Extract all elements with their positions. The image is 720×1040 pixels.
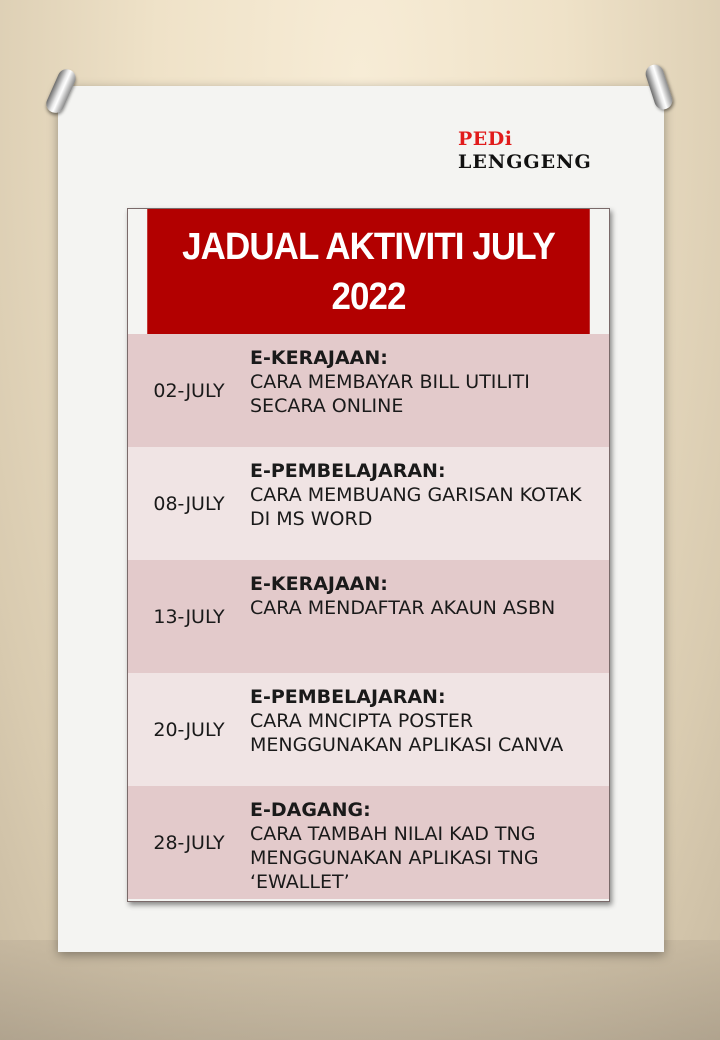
schedule-title: JADUAL AKTIVITI JULY: [182, 225, 555, 268]
row-category: E-DAGANG:: [250, 799, 371, 821]
row-description: CARA MNCIPTA POSTER MENGGUNAKAN APLIKASI CANVA: [250, 710, 564, 756]
wall-shadow: [0, 940, 720, 1040]
row-date: 20-JULY: [153, 718, 225, 741]
row-date: 08-JULY: [153, 492, 225, 515]
row-date: 28-JULY: [153, 831, 225, 854]
brand-logo: [458, 128, 592, 174]
brand-line2: LENGGENG: [458, 150, 592, 173]
schedule-table: [127, 208, 610, 902]
row-content: [250, 673, 563, 786]
brand-line1: PEDi: [458, 128, 513, 150]
row-category: E-KERAJAAN:: [250, 347, 388, 369]
table-row: [128, 673, 609, 786]
row-content: [250, 786, 539, 899]
schedule-header: [147, 209, 590, 334]
table-row: [128, 786, 609, 899]
row-category: E-PEMBELAJARAN:: [250, 686, 446, 708]
row-content: [250, 447, 582, 560]
schedule-year: 2022: [331, 275, 406, 318]
row-category: E-KERAJAAN:: [250, 573, 388, 595]
table-row: [128, 447, 609, 560]
row-category: E-PEMBELAJARAN:: [250, 460, 446, 482]
row-date: 13-JULY: [153, 605, 225, 628]
row-description: CARA MEMBAYAR BILL UTILITI SECARA ONLINE: [250, 371, 530, 417]
row-description: CARA TAMBAH NILAI KAD TNG MENGGUNAKAN APLIKASI TNG ‘EWALLET’: [250, 823, 539, 893]
table-row: [128, 334, 609, 447]
row-description: CARA MEMBUANG GARISAN KOTAK DI MS WORD: [250, 484, 582, 530]
row-description: CARA MENDAFTAR AKAUN ASBN: [250, 597, 556, 619]
row-content: [250, 334, 530, 447]
row-content: [250, 560, 555, 673]
table-row: [128, 560, 609, 673]
row-date: 02-JULY: [153, 379, 225, 402]
